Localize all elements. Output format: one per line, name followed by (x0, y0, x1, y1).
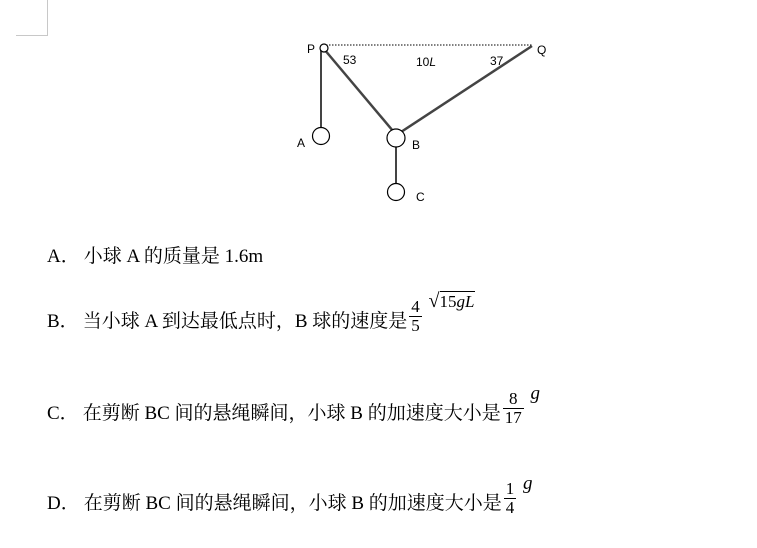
option-text: 当小球 A 到达最低点时，B 球的速度是 (82, 311, 408, 332)
option-letter: A． (47, 246, 80, 267)
angle-label-p: 53 (343, 53, 357, 67)
sqrt-number: 15 (439, 292, 457, 311)
pulley-p (320, 44, 328, 52)
fraction-numerator: 4 (411, 297, 420, 316)
fraction-denominator: 4 (505, 498, 515, 517)
option-a (47, 241, 263, 268)
rope-pb (324, 49, 393, 131)
fraction (504, 480, 517, 517)
option-b (47, 290, 475, 335)
ball-b (387, 129, 405, 147)
sqrt-variable: gL (456, 292, 475, 311)
physics-diagram (0, 0, 757, 220)
label-b: B (412, 138, 421, 152)
ball-a (313, 128, 330, 145)
option-letter: B． (47, 311, 79, 332)
option-text: 在剪断 BC 间的悬绳瞬间，小球 B 的加速度大小是 (83, 493, 502, 514)
option-text: 小球 A 的质量是 1.6m (83, 246, 264, 267)
fraction-denominator: 17 (504, 408, 522, 427)
gravity-variable: g (523, 473, 533, 494)
fraction-numerator: 1 (505, 479, 515, 498)
label-p: P (307, 42, 316, 56)
length-label: 10L (416, 55, 437, 69)
gravity-variable: g (530, 383, 540, 404)
speed-expression (407, 290, 475, 335)
label-a: A (297, 136, 306, 150)
square-root: √ 15gL (428, 290, 475, 312)
angle-label-q: 37 (490, 54, 504, 68)
option-letter: D． (47, 493, 80, 514)
fraction-denominator: 5 (411, 316, 420, 335)
option-c (47, 383, 540, 427)
fraction (409, 298, 422, 335)
ball-c (388, 184, 405, 201)
acceleration-expression (501, 383, 540, 427)
acceleration-expression (502, 473, 533, 517)
option-letter: C． (47, 403, 79, 424)
option-text: 在剪断 BC 间的悬绳瞬间，小球 B 的加速度大小是 (82, 403, 501, 424)
option-d (47, 473, 533, 517)
fraction (503, 390, 524, 427)
label-c: C (416, 190, 425, 204)
label-q: Q (537, 43, 547, 57)
fraction-numerator: 8 (508, 389, 518, 408)
